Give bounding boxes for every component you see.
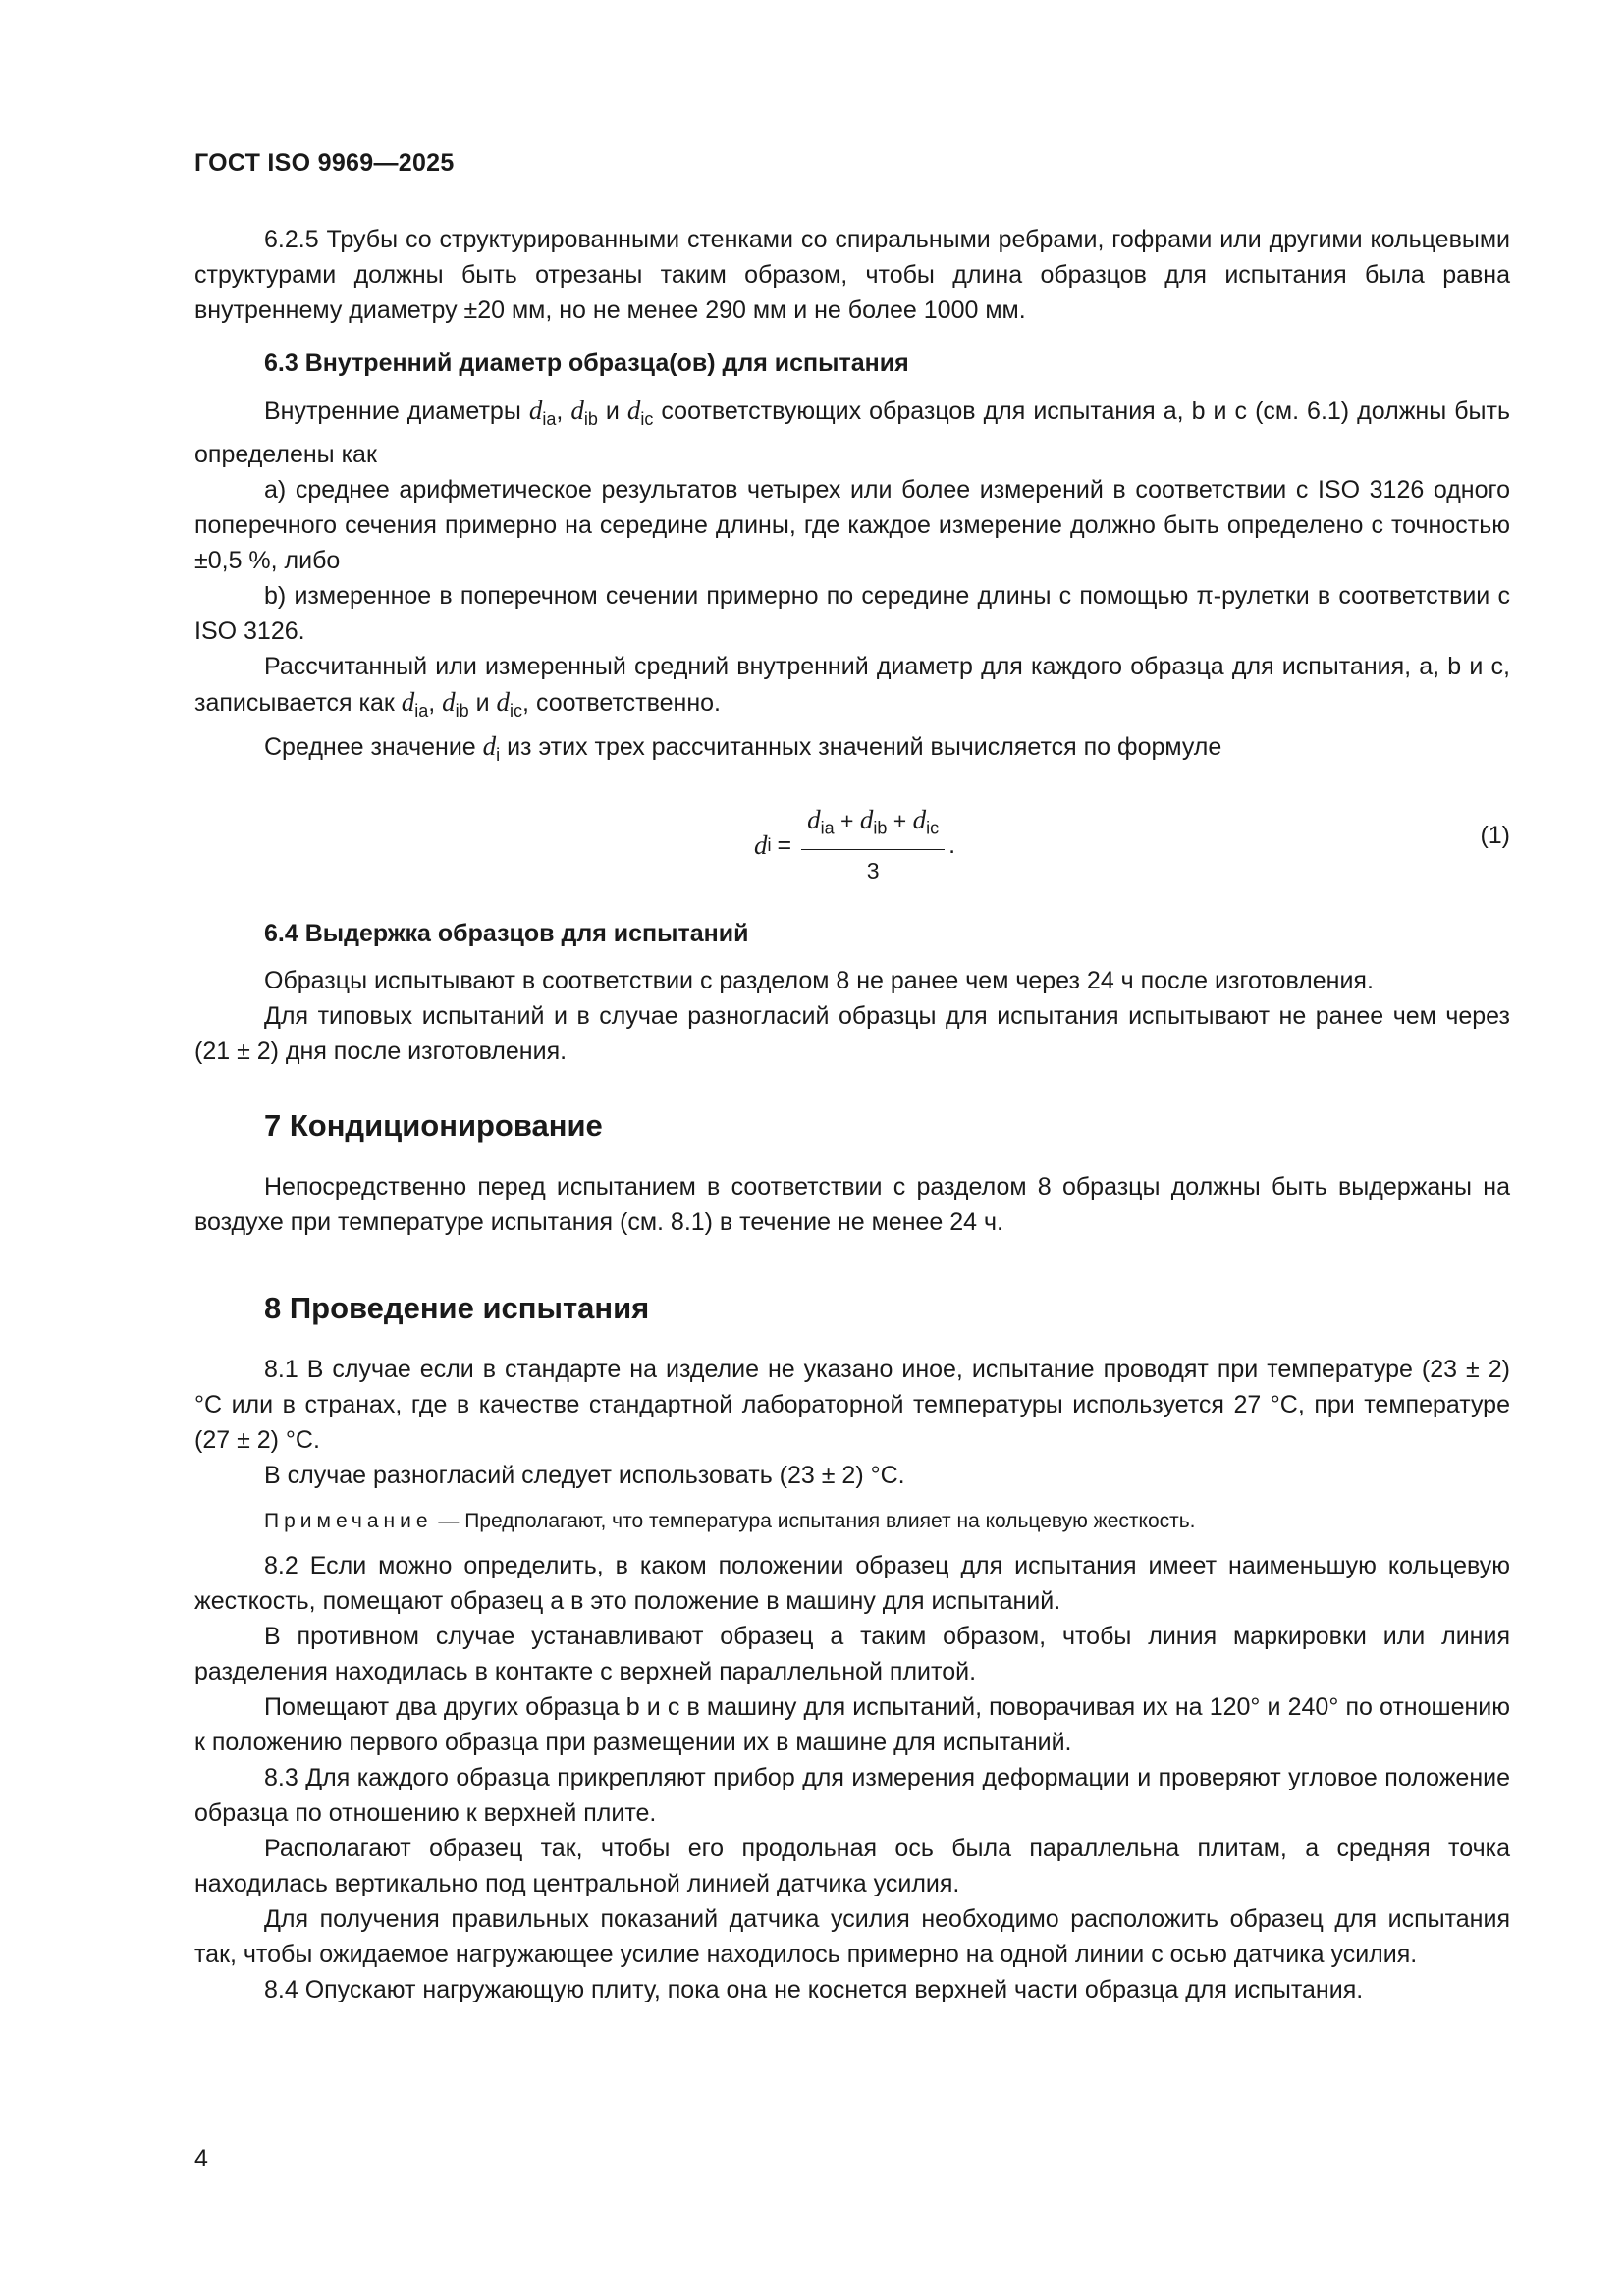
paragraph-6-2-5: 6.2.5 Трубы со структурированными стенками со спиральными ребрами, гофрами или другими кольцевыми структурами должны быть отрезаны таким образом, чтобы длина образцов для испытания была равна внутреннему диаметру ±20 мм, но не менее 290 мм и не более 1000 мм. [194, 226, 1510, 324]
heading-6-4: 6.4 Выдержка образцов для испытаний [264, 920, 749, 947]
paragraph-8-2: 8.2 Если можно определить, в каком положении образец для испытания имеет наименьшую кольцевую жесткость, помещают образец a в это положение в машину для испытаний. [194, 1552, 1510, 1615]
paragraph-6-4-1: Образцы испытывают в соответствии с разделом 8 не ранее чем через 24 ч после изготовления. [264, 967, 1374, 994]
paragraph-8-2-b: В противном случае устанавливают образец a таким образом, чтобы линия маркировки или линия разделения находилась в контакте с верхней параллельной плитой. [194, 1623, 1510, 1685]
heading-7: 7 Кондиционирование [264, 1108, 603, 1143]
document-header: ГОСТ ISO 9969—2025 [194, 149, 455, 177]
list-item-b: b) измеренное в поперечном сечении примерно по середине длины с помощью π-рулетки в соответствии с ISO 3126. [194, 582, 1510, 645]
paragraph-8-3: 8.3 Для каждого образца прикрепляют прибор для измерения деформации и проверяют угловое положение образца по отношению к верхней плите. [194, 1764, 1510, 1827]
formula-1 [194, 790, 1510, 898]
heading-8: 8 Проведение испытания [264, 1291, 650, 1325]
note-label: Примечание [264, 1510, 433, 1532]
formula-expression: d i = $\frac{d_{ia} + d_{ib} + d_{ic}}{3}$ . [754, 802, 955, 888]
paragraph-7-1: Непосредственно перед испытанием в соответствии с разделом 8 образцы должны быть выдержаны на воздухе при температуре испытания (см. 8.1) в течение не менее 24 ч. [194, 1173, 1510, 1236]
note [264, 1507, 1510, 1536]
paragraph-6-3-intro: Внутренние диаметры $d_{ia}$, $d_{ib}$ и $d_{ic}$ соответствующих образцов для испытания a, b и c (см. 6.1) должны быть определены как [194, 396, 1510, 468]
paragraph-6-4-2: Для типовых испытаний и в случае разногласий образцы для испытания испытывают не ранее чем через (21 ± 2) дня после изготовления. [194, 1002, 1510, 1065]
formula-numerator: $d_{ia} + d_{ib} + d_{ic}$ [801, 802, 945, 850]
paragraph-8-1: 8.1 В случае если в стандарте на изделие не указано иное, испытание проводят при температуре (23 ± 2) °С или в странах, где в качестве стандартной лабораторной температуры используется 27 °С, при температуре (27 ± 2) °С. [194, 1356, 1510, 1454]
list-item-a: a) среднее арифметическое результатов четырех или более измерений в соответствии с ISO 3126 одного поперечного сечения примерно на середине длины, где каждое измерение должно быть определено с точностью ±0,5 %, либо [194, 476, 1510, 574]
paragraph-8-1-b: В случае разногласий следует использовать (23 ± 2) °С. [264, 1462, 905, 1489]
paragraph-8-3-b: Располагают образец так, чтобы его продольная ось была параллельна плитам, а средняя точка находилась вертикально под центральной линией датчика усилия. [194, 1835, 1510, 1897]
document-body [194, 222, 1510, 2007]
heading-6-3: 6.3 Внутренний диаметр образца(ов) для испытания [264, 349, 909, 377]
page-number: 4 [194, 2145, 208, 2172]
paragraph-6-3-recorded: Рассчитанный или измеренный средний внутренний диаметр для каждого образца для испытания, a, b и c, записывается как $d_{ia}$, $d_{ib}$ и $d_{ic}$, соответственно. [194, 653, 1510, 721]
formula-fraction [801, 802, 945, 888]
paragraph-8-2-c: Помещают два других образца b и c в машину для испытаний, поворачивая их на 120° и 240° по отношению к положению первого образца при размещении их в машине для испытаний. [194, 1693, 1510, 1756]
formula-denominator: 3 [866, 857, 880, 883]
note-text: — Предполагают, что температура испытания влияет на кольцевую жесткость. [432, 1510, 1196, 1532]
paragraph-8-3-c: Для получения правильных показаний датчика усилия необходимо расположить образец для испытания так, чтобы ожидаемое нагружающее усилие находилось примерно на одной линии с осью датчика усилия. [194, 1905, 1510, 1968]
paragraph-8-4: 8.4 Опускают нагружающую плиту, пока она не коснется верхней части образца для испытания. [264, 1976, 1364, 2003]
paragraph-6-3-mean: Среднее значение $d_i$ из этих трех рассчитанных значений вычисляется по формуле [264, 731, 1222, 765]
equation-number: (1) [1480, 822, 1510, 849]
